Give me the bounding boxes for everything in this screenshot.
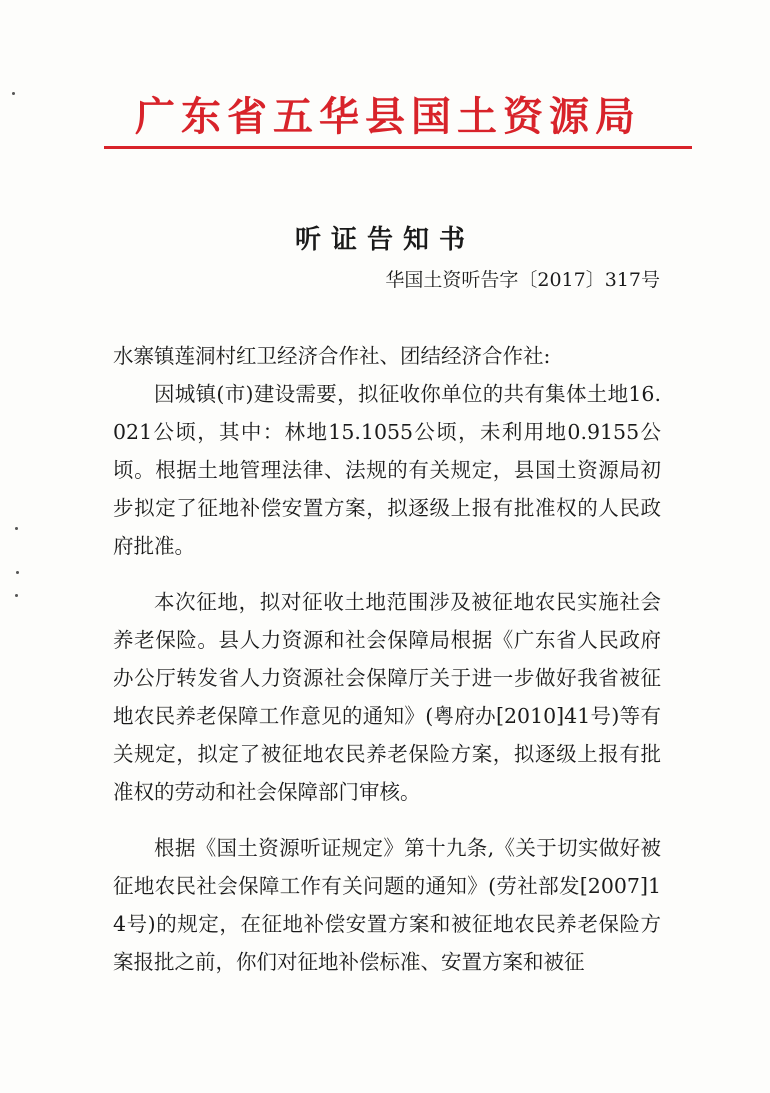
salutation: 水寨镇莲洞村红卫经济合作社、团结经济合作社:: [113, 344, 551, 368]
document-number: 华国土资听告字〔2017〕317号: [385, 269, 660, 291]
scan-margin-mark: [16, 571, 19, 574]
paragraph-land-acquisition: 因城镇(市)建设需要，拟征收你单位的共有集体土地16.021公顷，其中：林地15.1055公顷，未利用地0.9155公顷。根据土地管理法律、法规的有关规定，县国土资源局初步拟定了征地补偿安置方案，拟逐级上报有批准权的人民政府批准。: [113, 382, 661, 558]
paragraph-hearing-rights: 根据《国土资源听证规定》第十九条,《关于切实做好被征地农民社会保障工作有关问题的通知》(劳社部发[2007]14号)的规定，在征地补偿安置方案和被征地农民养老保险方案报批之前，你们对征地补偿标准、安置方案和被征: [113, 836, 661, 974]
scan-margin-mark: [12, 92, 15, 95]
notice-title: 听证告知书: [294, 225, 475, 255]
letterhead-red-rule: [104, 146, 692, 149]
letterhead-title: 广东省五华县国土资源局: [135, 93, 641, 140]
paragraph-pension-insurance: 本次征地，拟对征收土地范围涉及被征地农民实施社会养老保险。县人力资源和社会保障局根据《广东省人民政府办公厅转发省人力资源社会保障厅关于进一步做好我省被征地农民养老保障工作意见的通知》(粤府办[2010]41号)等有关规定，拟定了被征地农民养老保险方案，拟逐级上报有批准权的劳动和社会保障部门审核。: [113, 590, 661, 804]
scan-margin-mark: [15, 594, 18, 597]
notice-body: [113, 337, 661, 981]
scan-margin-mark: [15, 527, 18, 530]
